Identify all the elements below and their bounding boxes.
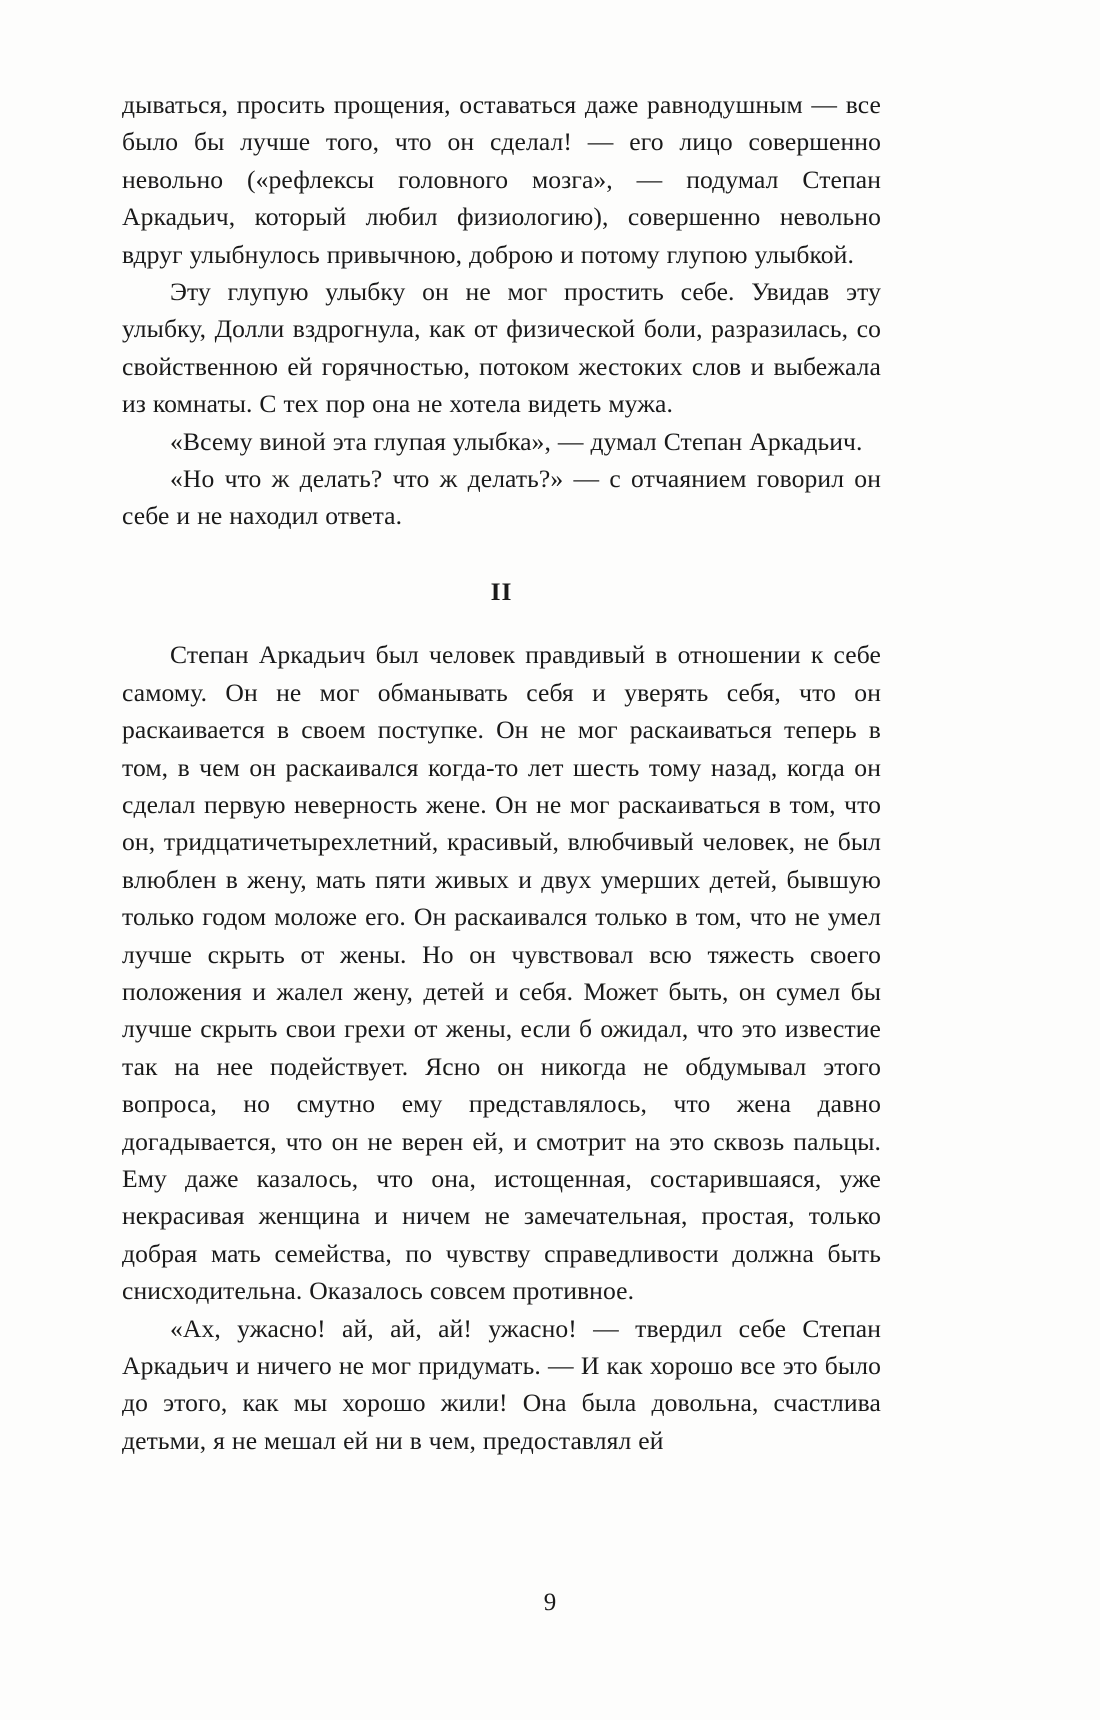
- chapter-heading: II: [490, 576, 513, 606]
- paragraph: Эту глупую улыбку он не мог простить себе. Увидав эту улыбку, Долли вздрогнула, как от физической боли, разразилась, со свойственною ей горячностью, потоком жестоких слов и выбежала из комнаты. С тех пор она не хотела видеть мужа.: [122, 277, 881, 419]
- paragraph: «Но что ж делать? что ж делать?» — с отчаянием говорил он себе и не находил ответа.: [122, 464, 881, 531]
- paragraph: Степан Аркадьич был человек правдивый в отношении к себе самому. Он не мог обманывать себя и уверять себя, что он раскаивается в своем поступке. Он не мог раскаиваться теперь в том, в чем он раскаивался когда-то лет шесть тому назад, когда он сделал первую неверность жене. Он не мог раскаиваться в том, что он, тридцатичетырехлетний, красивый, влюбчивый человек, не был влюблен в жену, мать пяти живых и двух умерших детей, бывшую только годом моложе его. Он раскаивался только в том, что не умел лучше скрыть от жены. Но он чувствовал всю тяжесть своего положения и жалел жену, детей и себя. Может быть, он сумел бы лучше скрыть свои грехи от жены, если б ожидал, что это известие так на нее подействует. Ясно он никогда не обдумывал этого вопроса, но смутно ему представлялось, что жена давно догадывается, что он не верен ей, и смотрит на это сквозь пальцы. Ему даже казалось, что она, истощенная, состарившаяся, уже некрасивая женщина и ничем не замечательная, простая, только добрая мать семейства, по чувству справедливости должна быть снисходительна. Оказалось совсем противное.: [122, 640, 881, 1306]
- paragraph: «Ах, ужасно! ай, ай, ай! ужасно! — твердил себе Степан Аркадьич и ничего не мог придумать. — И как хорошо все это было до этого, как мы хорошо жили! Она была довольна, счастлива детьми, я не мешал ей ни в чем, предоставлял ей: [122, 1313, 881, 1455]
- paragraph: «Всему виной эта глупая улыбка», — думал Степан Аркадьич.: [170, 426, 863, 456]
- page-number: 9: [543, 1589, 557, 1616]
- page-text-block: [122, 86, 881, 1459]
- paragraph-continuation: дываться, просить прощения, оставаться даже равнодушным — все было бы лучше того, что он сделал! — его лицо совершенно невольно («рефлексы головного мозга», — подумал Степан Аркадьич, который любил физиологию), совершенно невольно вдруг улыбнулось привычною, доброю и потому глупою улыбкой.: [122, 90, 881, 269]
